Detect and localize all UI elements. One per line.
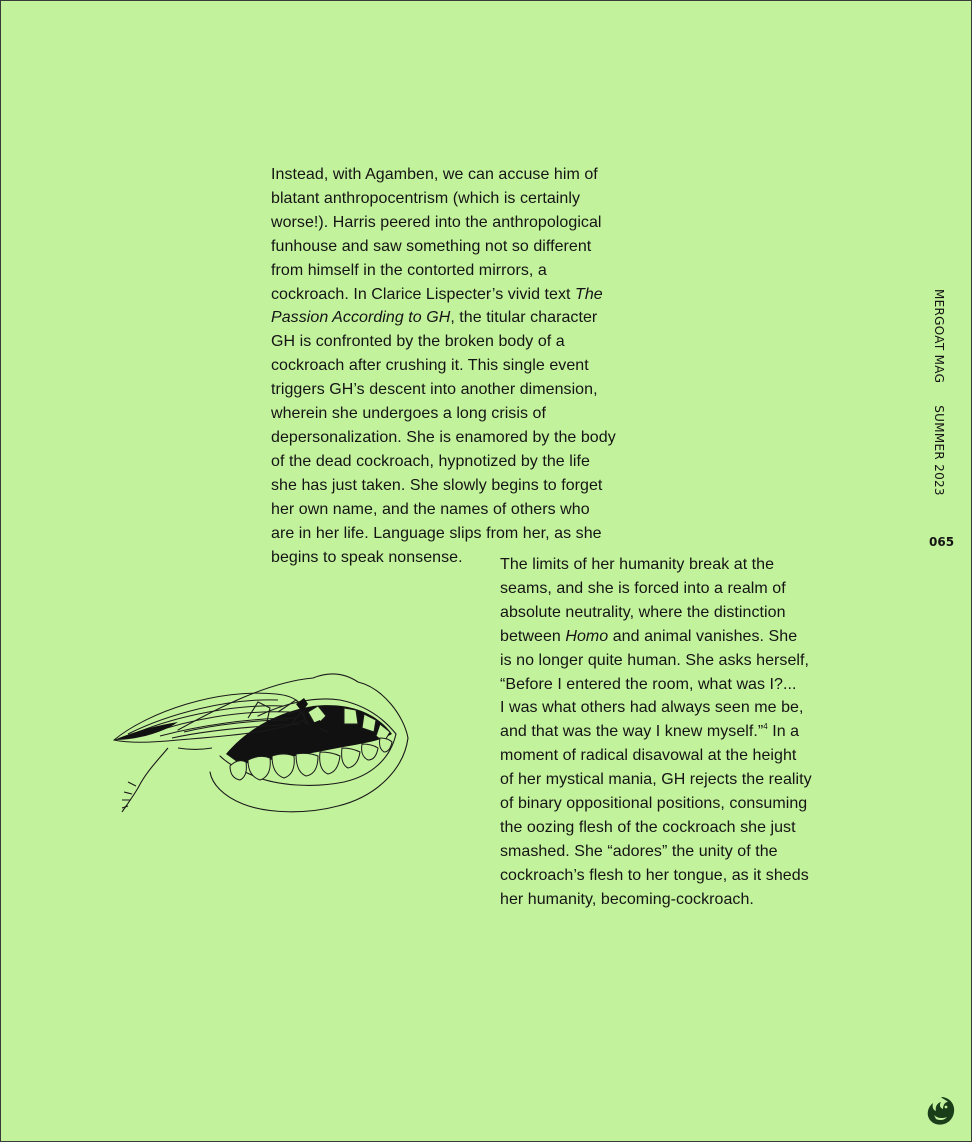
text-line: I was what others had always seen me be, (500, 699, 804, 717)
latin-term-italic: Homo (565, 627, 609, 645)
text-line: of her mystical mania, GH rejects the reality (500, 771, 812, 789)
text-line (500, 625, 840, 649)
text-line: “Before I entered the room, what was I?... (500, 675, 797, 693)
text-run: between (500, 627, 566, 645)
text-run: , the titular character (450, 309, 598, 327)
text-run: and animal vanishes. She (608, 627, 798, 645)
text-line: triggers GH’s descent into another dimension, (271, 381, 598, 399)
text-line: seams, and she is forced into a realm of (500, 579, 786, 597)
text-line: begins to speak nonsense. (271, 548, 463, 566)
text-line (271, 306, 641, 330)
running-header-vertical (932, 289, 946, 496)
text-run: cockroach. In Clarice Lispecter’s vivid text (271, 285, 575, 303)
text-line: her own name, and the names of others who (271, 500, 590, 518)
text-line: cockroach’s flesh to her tongue, as it sheds (500, 866, 809, 884)
text-line: smashed. She “adores” the unity of the (500, 842, 778, 860)
mouth-eating-cockroach-illustration (108, 668, 414, 818)
magazine-name: MERGOAT MAG (932, 289, 946, 384)
text-line: of the dead cockroach, hypnotized by the life (271, 452, 590, 470)
article-paragraph-1 (271, 163, 641, 569)
text-line: funhouse and saw something not so different (271, 237, 592, 255)
text-line: depersonalization. She is enamored by the body (271, 428, 616, 446)
text-line: The limits of her humanity break at the (500, 556, 775, 573)
issue-label: SUMMER 2023 (932, 405, 946, 496)
page-number: 065 (929, 535, 955, 549)
text-line: worse!). Harris peered into the anthropological (271, 213, 602, 231)
text-line: wherein she undergoes a long crisis of (271, 405, 546, 423)
text-run: and that was the way I knew myself.” (500, 723, 764, 741)
text-line: are in her life. Language slips from her, as she (271, 524, 602, 542)
text-line: Instead, with Agamben, we can accuse him of (271, 166, 598, 183)
text-line (500, 720, 840, 744)
text-line: of binary oppositional positions, consuming (500, 795, 808, 813)
text-line: the oozing flesh of the cockroach she just (500, 818, 796, 836)
text-line: her humanity, becoming-cockroach. (500, 890, 754, 908)
text-line: cockroach after crushing it. This single event (271, 357, 589, 375)
text-line: is no longer quite human. She asks herself, (500, 651, 809, 669)
text-line: blatant anthropocentrism (which is certainly (271, 189, 581, 207)
text-line: GH is confronted by the broken body of a (271, 333, 565, 351)
text-line: moment of radical disavowal at the height (500, 747, 797, 765)
dragon-goat-logo-icon (925, 1095, 957, 1127)
text-line (271, 283, 641, 307)
text-line: from himself in the contorted mirrors, a (271, 261, 547, 279)
text-line: absolute neutrality, where the distinction (500, 603, 786, 621)
book-title-italic: Passion According to GH (271, 309, 451, 327)
text-line: she has just taken. She slowly begins to forget (271, 476, 603, 494)
text-run: In a (767, 723, 800, 741)
book-title-italic: The (575, 285, 603, 303)
footnote-marker: 4 (763, 722, 768, 732)
article-paragraph-2 (500, 553, 840, 912)
